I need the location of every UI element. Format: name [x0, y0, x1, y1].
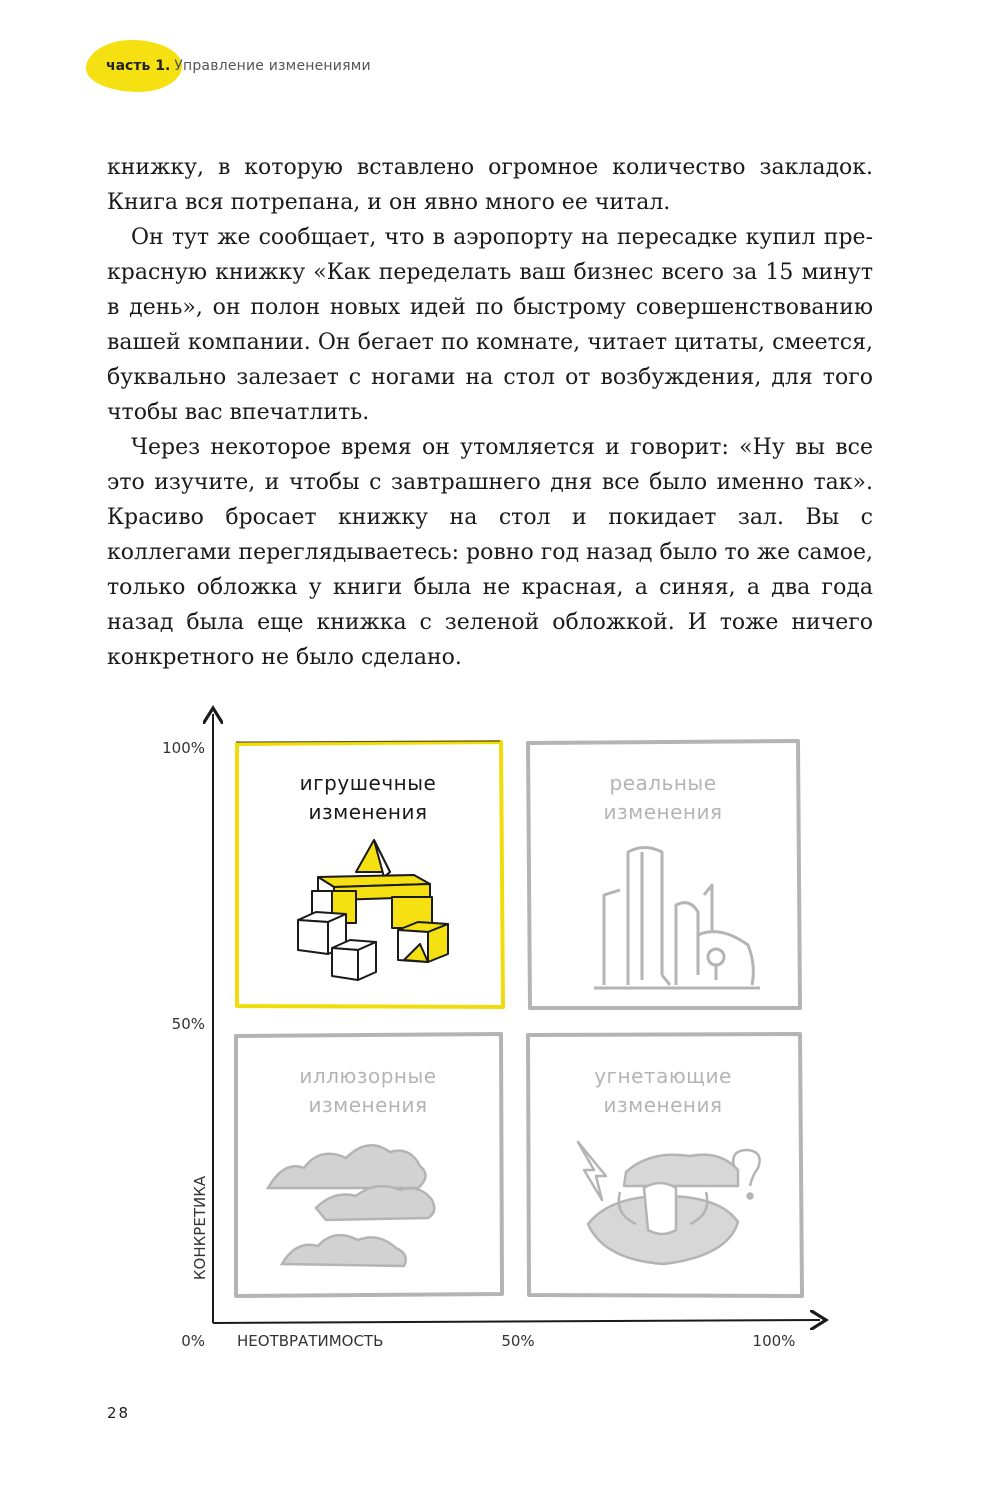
toy-blocks-illustration — [298, 840, 448, 980]
quadrant-real-label-2: изменения — [603, 800, 723, 824]
y-tick-50: 50% — [171, 1015, 205, 1033]
header-part-title: Управление изменениями — [174, 58, 371, 74]
page-number: 28 — [107, 1404, 131, 1422]
x-axis-title: НЕОТВРАТИМОСТЬ — [237, 1332, 384, 1350]
origin-tick-0: 0% — [181, 1332, 205, 1350]
y-tick-100: 100% — [162, 739, 205, 757]
x-tick-100: 100% — [752, 1332, 796, 1350]
quadrant-illusory-label-2: изменения — [308, 1093, 428, 1117]
quadrant-oppressive-label-1: угнетающие — [594, 1064, 732, 1088]
quadrant-illusory-label-1: иллюзорные — [299, 1064, 437, 1088]
y-axis-title: КОНКРЕТИКА — [191, 1175, 209, 1281]
x-tick-50: 50% — [501, 1332, 535, 1350]
quadrant-real-label-1: реальные — [609, 771, 717, 795]
x-axis — [213, 1320, 820, 1323]
quadrant-oppressive-label-2: изменения — [603, 1093, 723, 1117]
header-part-number: часть 1. — [106, 58, 171, 74]
oppressed-person-illustration — [578, 1142, 760, 1264]
quadrant-toy-label-1: игрушечные — [299, 771, 437, 795]
quadrant-toy-label-2: изменения — [308, 800, 428, 824]
city-buildings-illustration — [594, 848, 760, 989]
paragraph: книжку, в которую вставлено огромное количество закладок. Книга вся потрепана, и он явно много ее читал. — [107, 155, 873, 215]
paragraph: Через некоторое время он утомляется и говорит: «Ну вы все это изучите, и чтобы с завтрашнего дня все было именно так». Красиво бросает книжку на стол и покидает зал. Вы с коллегами переглядываетесь: ровно год назад было то же самое, только обложка у книги была не красная, а синяя, а два года назад была еще книжка с зеленой обложкой. И тоже ничего конкретного не было сделано. — [107, 435, 873, 670]
clouds-illustration — [268, 1145, 434, 1266]
paragraph: Он тут же сообщает, что в аэропорту на пересадке купил прекрасную книжку «Как переделать ваш бизнес всего за 15 минут в день», он полон новых идей по быстрому совершенствованию вашей компании. Он бегает по комнате, читает цитаты, смеется, буквально залезает с ногами на стол от возбуждения, для того чтобы вас впечатлить. — [107, 225, 873, 425]
